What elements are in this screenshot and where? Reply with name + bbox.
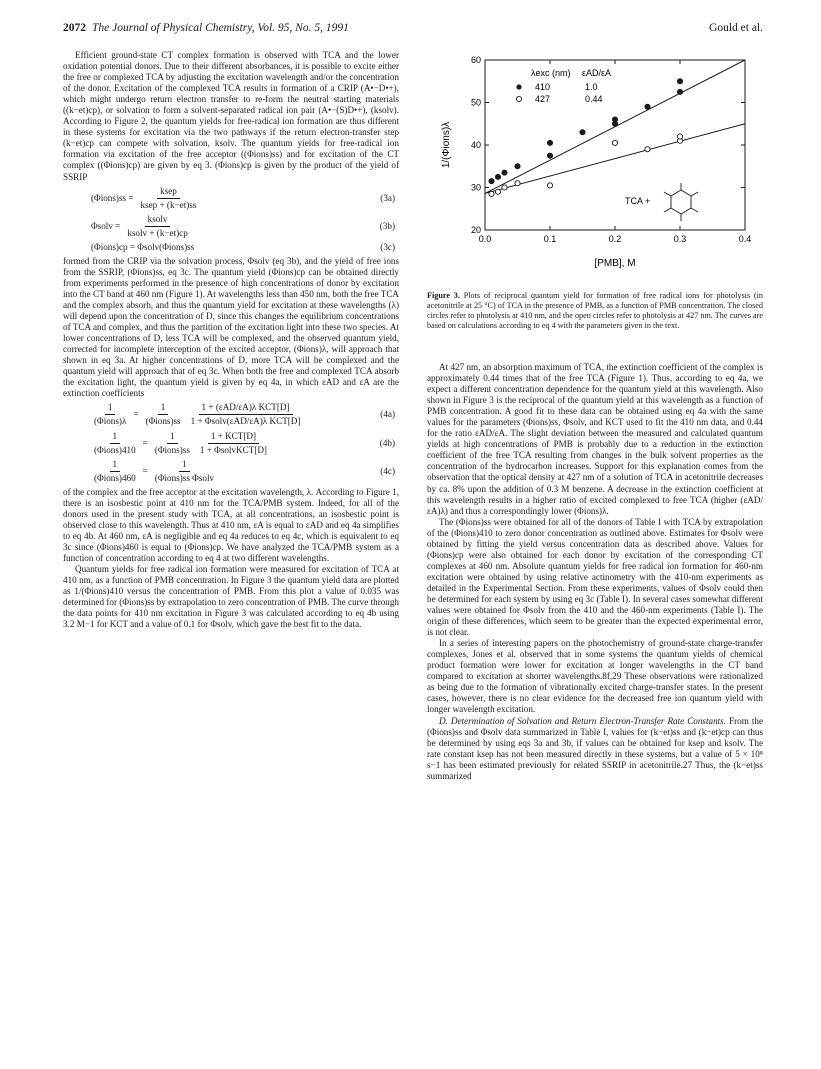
eq3a-fraction (138, 186, 200, 211)
tca-pmb-inset (625, 183, 698, 221)
eq4c-rhs-denominator: (Φions)ss Φsolv (154, 472, 215, 483)
data-point-410 (515, 164, 520, 169)
data-point-410 (489, 179, 494, 184)
equation-4b: $\frac{1}{\text{(Φions)410}}$ = $\frac{1}{\text{(Φions)ss}}$ $\frac{\text{1 + KCT[D]}}{\text{1 + ΦsolvKCT[D]}}$ (4b) (63, 431, 399, 456)
eq4c-tag: (4c) (380, 465, 395, 476)
journal-citation: The Journal of Physical Chemistry, Vol. 95, No. 5, 1991 (92, 22, 349, 34)
figure-3 (427, 50, 763, 272)
eq3b-denominator: ksolv + (k−et)cp (127, 227, 188, 238)
eq4b-rhs-denominator: (Φions)ss (154, 444, 190, 455)
eq4b-rhs (152, 431, 193, 456)
eq4b-tag: (4b) (379, 437, 395, 448)
eq3b-tag: (3b) (379, 220, 395, 231)
data-point-410 (677, 79, 682, 84)
y-tick-label: 30 (470, 182, 481, 193)
data-point-410 (645, 104, 650, 109)
data-point-410 (502, 170, 507, 175)
right-column (427, 362, 763, 782)
left-column (63, 50, 399, 630)
figure-3-caption (427, 291, 763, 331)
legend-row1-ratio: 1.0 (585, 82, 598, 92)
eq4b-lhs-denominator: (Φions)410 (94, 444, 136, 455)
y-tick-label: 60 (470, 55, 481, 65)
legend-row1-wavelength: 410 (535, 82, 551, 92)
right-paragraph-1: At 427 nm, an absorption maximum of TCA, the extinction coefficient of the complex is approximately 0.44 times that of the free TCA (Figure 1). Thus, according to eq 4a, we expect a different concentration dependence for the quantum yield at this wavelength. Also shown in Figure 3 is the reciprocal of the quantum yield at this wavelength as a function of PMB concentration. A good fit to these data can be obtained using eq 4a with the same values for the parameters (Φions)ss, Φsolv, and KCT used to fit the 410 nm data, and 0.44 for the ratio εAD/εA. The slight deviation between the measured and calculated quantum yields at high concentrations of PMB is probably due to a reduction in the extinction coefficient of the free TCA resulting from changes in the bulk solvent properties as the concentration of the hydrocarbon increases. Support for this explanation comes from the observation that the optical density at 427 nm of a solution of TCA in acetonitrile decreases by ca. 8% upon the addition of 0.3 M benzene. A decrease in the extinction coefficient at this wavelength results in a higher ratio of excited complexed to free TCA (higher (εAD/εA)λ) and thus a correspondingly lower (Φions)λ. (427, 362, 763, 516)
data-point-410 (547, 140, 552, 145)
eq4a-lhs (91, 402, 129, 427)
x-tick-label: 0.1 (543, 234, 557, 244)
y-tick-label: 50 (470, 97, 481, 108)
eq4a-ratio-top: 1 + (εAD/εA)λ KCT[D] (199, 402, 293, 415)
eq4c-lhs-denominator: (Φions)460 (94, 472, 136, 483)
equation-4c: $\frac{1}{\text{(Φions)460}}$ = $\frac{1}{\text{(Φions)ss Φsolv}}$ (4c) (63, 459, 399, 484)
eq3c-tag: (3c) (380, 241, 395, 252)
eq4b-lhs (91, 431, 139, 456)
y-tick-label: 20 (470, 225, 481, 235)
eq4a-rhs (143, 402, 184, 427)
data-point-410 (495, 174, 500, 179)
legend-marker-410 (516, 84, 521, 89)
eq4a-lhs-numerator: 1 (105, 402, 116, 415)
legend-marker-427 (516, 96, 521, 101)
page-number: 2072 (63, 22, 86, 34)
header-authors: Gould et al. (709, 22, 763, 34)
legend-header-wavelength: λexc (nm) (531, 68, 571, 78)
caption-label: Figure 3. (427, 291, 460, 300)
x-tick-label: 0.4 (738, 234, 752, 244)
y-axis-label (441, 122, 452, 168)
inset-label: TCA + (625, 196, 651, 206)
eq3b-fraction (124, 214, 190, 239)
equation-3c (63, 242, 399, 253)
eq3a-lhs: (Φions)ss = (91, 192, 134, 203)
left-paragraph-3: of the complex and the free acceptor at the excitation wavelength, λ. According to Figure 1, there is an isosbestic point at 410 nm for the TCA/PMB system. Indeed, for all of the donors used in the present study with TCA, at all concentrations, an isosbestic point is observed close to this wavelength. Thus at 410 nm, εA is equal to εAD and eq 4a simplifies to eq 4b. At 460 nm, εA is negligible and eq 4a reduces to eq 4c, which is equivalent to eq 3c since (Φions)460 is equal to (Φions)cp. We have analyzed the TCA/PMB system as a function of concentration according to eq 4 at two different wavelengths. (63, 486, 399, 563)
data-point-410 (677, 89, 682, 94)
x-tick-label: 0.0 (478, 234, 492, 244)
x-axis-label: [PMB], M (594, 258, 636, 269)
legend-row2-ratio: 0.44 (585, 94, 603, 104)
data-point-427 (677, 134, 682, 139)
fit-line-427 (485, 124, 745, 194)
axis-ticks (471, 55, 751, 244)
eq4a-lhs-denominator: (Φions)λ (94, 416, 127, 427)
eq4b-ratio (197, 431, 270, 456)
eq4c-rhs (152, 459, 217, 484)
y-tick-label: 40 (470, 140, 481, 150)
legend-row2-wavelength: 427 (535, 94, 551, 104)
x-tick-label: 0.2 (608, 234, 622, 244)
data-point-410 (612, 117, 617, 122)
eq4a-ratio-bottom: 1 + Φsolv(εAD/εA)λ KCT[D] (190, 416, 301, 427)
eq4b-lhs-numerator: 1 (110, 431, 121, 444)
eq3b-numerator: ksolv (145, 214, 171, 227)
data-point-427 (612, 140, 617, 145)
equation-3b (63, 214, 399, 239)
eq4a-rhs-numerator: 1 (158, 402, 169, 415)
eq4a-ratio (188, 402, 304, 427)
left-paragraph-2: formed from the CRIP via the solvation process, Φsolv (eq 3b), and the yield of free ions from the SSRIP, (Φions)ss, eq 3c. The quantum yield (Φions)cp can be obtained directly from experiments performed in the presence of high concentrations of donor by excitation into the CT band at 460 nm (Figure 1). At wavelengths less than 450 nm, both the free TCA and the complex absorb, and thus the quantum yield for excitation at these wavelengths (λ) will depend upon the concentration of D, since this changes the equilibrium concentrations of TCA and complex, and thus the partition of the excitation light into these two species. At lower concentrations of D, less TCA will be complexed, and the observed quantum yield, corrected for incomplete interception of the excited acceptor, (Φions)λ, will approach that shown in eq 3a. At higher concentrations of D, more TCA will be complexed and the quantum yield will approach that of eq 3c. When both the free and complexed TCA absorb the excitation light, the quantum yield is given by eq 4a, in which εAD and εA are the extinction coefficients (63, 255, 399, 399)
data-point-410 (580, 130, 585, 135)
x-tick-label: 0.3 (673, 234, 687, 244)
caption-text: Plots of reciprocal quantum yield for formation of free radical ions for photolysis (in acetonitrile at 25 °C) of TCA in the presence of PMB, as a function of PMB concentration. The closed circles refer to photolysis at 410 nm, and the open circles refer to photolysis at 427 nm. The curves are based on calculations according to eq 4 with the parameters given in the text. (427, 291, 763, 330)
eq4c-lhs-numerator: 1 (110, 459, 121, 472)
data-point-427 (547, 183, 552, 188)
eq3a-numerator: ksep (157, 186, 180, 199)
legend-header-ratio: εAD/εA (582, 68, 612, 78)
eq4b-rhs-numerator: 1 (167, 431, 178, 444)
section-heading-d: D. Determination of Solvation and Return Electron-Transfer Rate Constants. (439, 715, 727, 726)
left-paragraph-1: Efficient ground-state CT complex formation is observed with TCA and the lower oxidation potential donors. Due to their different absorbances, it is possible to excite either the free or complexed TCA by adjusting the excitation wavelength and/or the concentration of the donor. Excitation of the complexed TCA results in formation of a CRIP (A•−D•+), which might undergo return electron transfer to re-form the neutral starting materials ((k−et)cp), or solvation to form a solvent-separated radical ion pair (A•−(S)D•+), (ksolv). According to Figure 2, the quantum yields for free-radical ion formation are thus different in these systems for excitation via the two pathways if the return electron-transfer step (k−et)cp can compete with solvation, ksolv. The quantum yields for free-radical ion formation via excitation of the free acceptor ((Φions)ss) and for excitation of the CT complex ((Φions)cp) are given by eq 3. (Φions)cp is given by the product of the yield of SSRIP (63, 50, 399, 182)
right-paragraph-2: The (Φions)ss were obtained for all of the donors of Table I with TCA by extrapolation of the (Φions)410 to zero donor concentration as outlined above. Estimates for Φsolv were obtained by fitting the yield versus concentration data as described above. Values for (Φions)cp were also obtained for each donor by excitation of the corresponding CT complexes at 460 nm. Absolute quantum yields for free radical ion formation for 460-nm excitation were obtained by using relative actinometry with the 410-nm experiments as detailed in the Experimental Section. From these experiments, values of Φsolv could then be determined for each system by using eq 3c (Table I). In several cases somewhat different values were obtained for Φsolv from the 410 and the 460-nm experiments (Table I). The origin of these differences, which seem to be greater than the expected experimental error, is not clear. (427, 516, 763, 638)
eq4b-ratio-bottom: 1 + ΦsolvKCT[D] (199, 444, 267, 455)
equation-3a (63, 186, 399, 211)
eq4a-rhs-denominator: (Φions)ss (145, 416, 181, 427)
right-paragraph-3: In a series of interesting papers on the photochemistry of ground-state charge-transfer complexes, Jones et al. observed that in some systems the quantum yields of chemical product formation were lower for excitation at longer wavelengths in the CT band compared to excitation at shorter wavelengths.8f,29 These observations were rationalized as being due to the formation of vibrationally excited charge-transfer states. In the present cases, however, there is no clear evidence for the decreased free ion quantum yield with longer wavelength excitation. (427, 638, 763, 715)
header-left (63, 22, 349, 34)
legend (516, 68, 611, 104)
data-point-427 (645, 147, 650, 152)
eq3b-lhs: Φsolv = (91, 220, 121, 231)
figure-3-plot (427, 50, 763, 272)
right-paragraph-4: From the (Φions)ss and Φsolv data summarized in Table I, values for (k−et)ss and (k−et)cp can thus be determined by using eqs 3a and 3b, if values can be obtained for ksep and ksolv. The rate constant ksep has not been measured directly in these systems, but a value of 5 × 10⁸ s−1 has been estimated previously for related SSRIP in acetonitrile.27 Thus, the (k−et)ss summarized (427, 715, 764, 781)
data-point-427 (515, 181, 520, 186)
equation-4a: $\frac{1}{\text{(Φions)λ}}$ = $\frac{1}{\text{(Φions)ss}}$ $\frac{\text{1 + (εAD/εA)λ KCT[D]}}{\text{1 + Φsolv(εAD/εA)λ KCT[D]}}$ (4a) (63, 402, 399, 427)
left-paragraph-4: Quantum yields for free radical ion formation were measured for excitation of TCA at 410 nm, as a function of PMB concentration. In Figure 3 the quantum yield data are plotted as 1/(Φions)410 versus the concentration of PMB. From this plot a value of 0.035 was determined for (Φions)ss by extrapolation to zero concentration of PMB. The curve through the data points for 410 nm excitation in Figure 3 was calculated according to eq 4b using 3.2 M−1 for KCT and a value of 0.1 for Φsolv, which gave the best fit to the data. (63, 564, 399, 630)
data-point-427 (489, 191, 494, 196)
eq4a-tag: (4a) (380, 409, 395, 420)
y-axis-label-text: 1/(Φions)λ (441, 121, 452, 169)
data-point-427 (502, 185, 507, 190)
eq4b-ratio-top: 1 + KCT[D] (208, 431, 259, 444)
eq3c-body: (Φions)cp = Φsolv(Φions)ss (91, 241, 195, 252)
eq4c-rhs-numerator: 1 (179, 459, 190, 472)
data-point-427 (495, 189, 500, 194)
eq4c-lhs (91, 459, 139, 484)
eq3a-tag: (3a) (380, 192, 395, 203)
data-point-410 (547, 153, 552, 158)
benzene-ring-icon (671, 190, 691, 214)
eq3a-denominator: ksep + (k−et)ss (140, 199, 197, 210)
